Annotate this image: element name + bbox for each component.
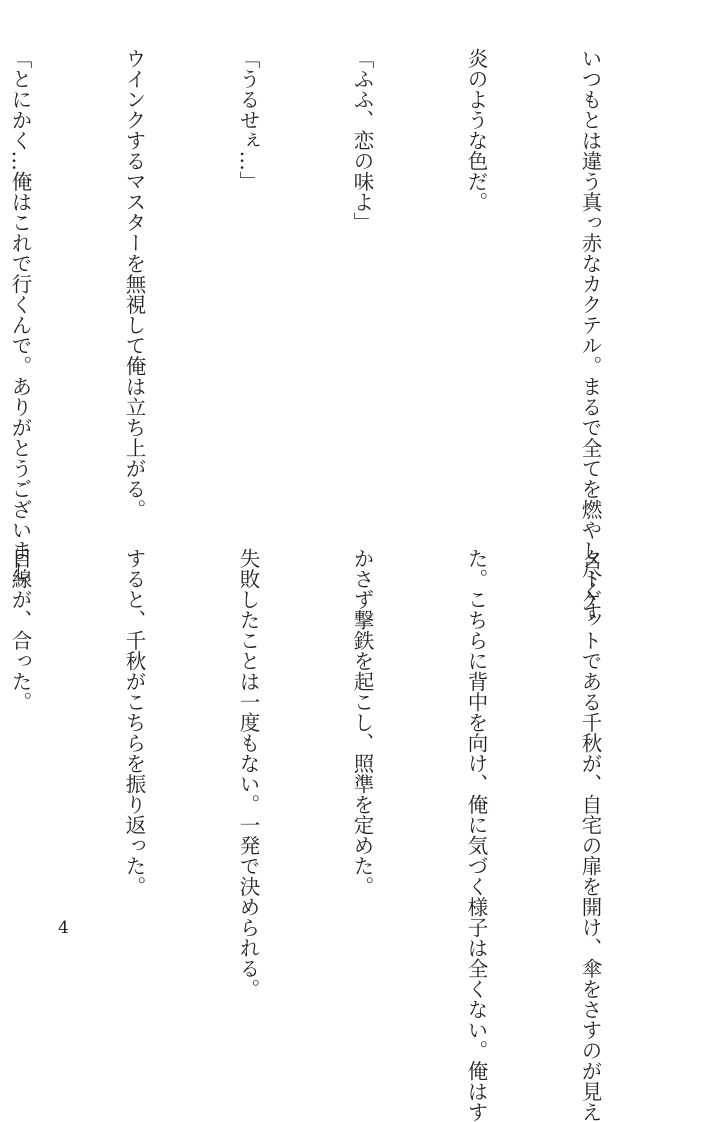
- upper-text-section: [0, 48, 685, 622]
- text-line: 目線が、合った。: [8, 548, 32, 712]
- text-line: 「ふふ、恋の味よ」: [350, 48, 374, 233]
- lower-text-section: [0, 548, 685, 1122]
- text-line: 「とにかく…俺はこれで行くんで。ありがとうございまし: [8, 48, 32, 581]
- text-line: た。こちらに背中を向け、俺に気づく様子は全くない。俺はす: [464, 548, 488, 1122]
- text-line: ターゲットである千秋が、自宅の扉を開け、傘をさすのが見え: [578, 548, 602, 1122]
- text-line: 炎のような色だ。: [464, 48, 488, 212]
- text-line: ウインクするマスターを無視して俺は立ち上がる。: [122, 48, 146, 520]
- text-line: 「うるせぇ…」: [236, 48, 260, 192]
- text-line: かさず撃鉄を起こし、照準を定めた。: [350, 548, 374, 897]
- page-number: 4: [58, 918, 69, 938]
- text-line: 失敗したことは一度もない。一発で決められる。: [236, 548, 260, 999]
- text-line: すると、千秋がこちらを振り返った。: [122, 548, 146, 897]
- text-line: いつもとは違う真っ赤なカクテル。まるで全てを燃やし尽くす: [578, 48, 602, 622]
